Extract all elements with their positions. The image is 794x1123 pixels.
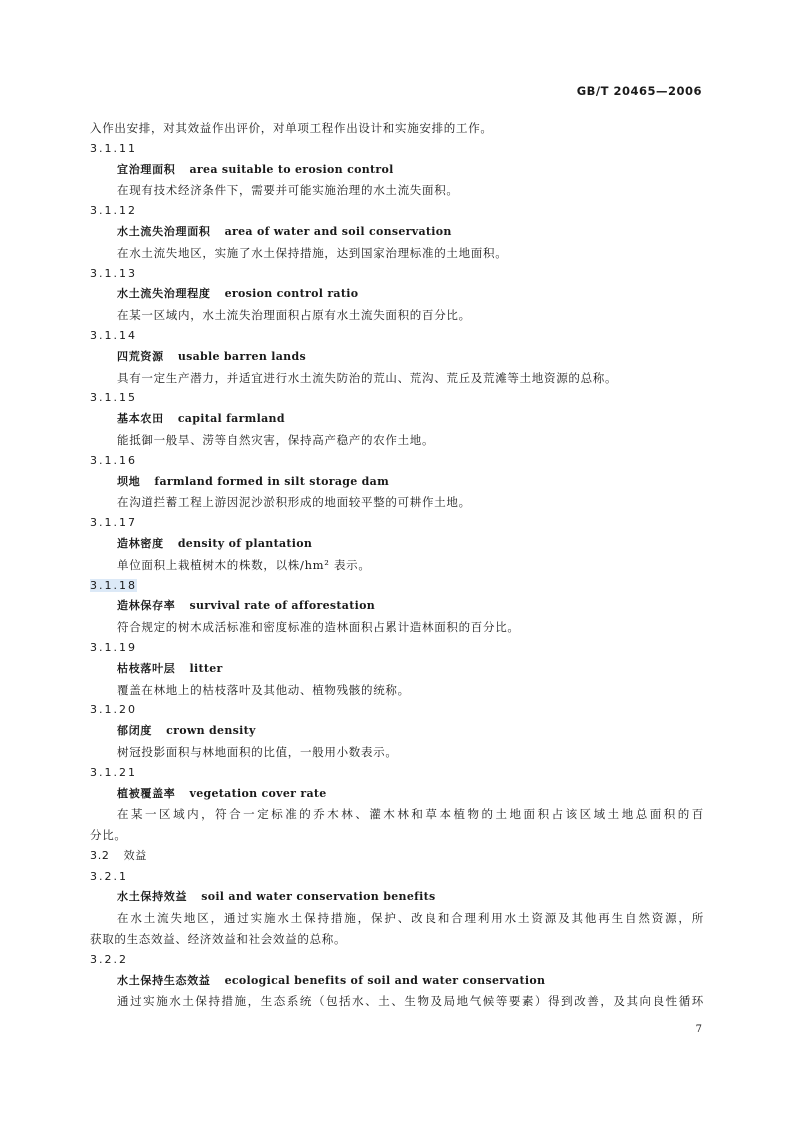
- term-en: ecological benefits of soil and water conservation: [224, 973, 546, 987]
- clause-number: 3.1.13: [90, 266, 137, 280]
- term: [90, 784, 704, 805]
- term: [90, 284, 704, 305]
- term-en: capital farmland: [177, 412, 285, 426]
- clause-number: [90, 576, 704, 597]
- clause-number: 3.1.11: [90, 141, 137, 155]
- term-cn: 基本农田: [117, 412, 164, 426]
- term-cn: 植被覆盖率: [117, 786, 176, 800]
- document-body: [90, 118, 704, 1012]
- definition: 在沟道拦蓄工程上游因泥沙淤积形成的地面较平整的可耕作土地。: [117, 495, 471, 510]
- highlighted-clause-number: 3.1.18: [90, 578, 137, 592]
- term-cn: 四荒资源: [117, 349, 164, 363]
- term-en: survival rate of afforestation: [189, 599, 376, 613]
- clause-number: 3.1.20: [90, 703, 137, 717]
- term-cn: 造林保存率: [117, 599, 176, 613]
- term: [90, 971, 704, 992]
- term-en: vegetation cover rate: [189, 786, 327, 800]
- page-number: 7: [695, 1024, 702, 1035]
- term: [90, 160, 704, 181]
- term-cn: 水土保持效益: [117, 890, 188, 904]
- section-heading: [90, 846, 704, 867]
- definition: 在某一区域内，符合一定标准的乔木林、灌木林和草本植物的土地面积占该区域土地总面积的百: [117, 807, 704, 822]
- term-en: litter: [189, 661, 223, 675]
- term: [90, 659, 704, 680]
- term: [90, 596, 704, 617]
- definition-continuation: 分比。: [90, 828, 127, 843]
- section-title: 效益: [123, 848, 147, 862]
- term-cn: 水土流失治理程度: [117, 287, 211, 301]
- definition: 单位面积上栽植树木的株数，以株/hm² 表示。: [117, 557, 371, 572]
- term-cn: 水土保持生态效益: [117, 973, 211, 987]
- term: [90, 534, 704, 555]
- clause-number: 3.1.19: [90, 640, 137, 654]
- term: [90, 887, 704, 908]
- term-cn: 造林密度: [117, 536, 164, 550]
- term: [90, 721, 704, 742]
- term-cn: 枯枝落叶层: [117, 661, 176, 675]
- term-en: usable barren lands: [177, 349, 306, 363]
- term: [90, 222, 704, 243]
- definition-continuation: 获取的生态效益、经济效益和社会效益的总称。: [90, 932, 347, 947]
- term: [90, 409, 704, 430]
- term: [90, 472, 704, 493]
- clause-number: 3.1.16: [90, 453, 137, 467]
- term-en: farmland formed in silt storage dam: [154, 474, 390, 488]
- term-cn: 宜治理面积: [117, 162, 176, 176]
- clause-number: 3.2.1: [90, 869, 128, 883]
- term-en: crown density: [166, 724, 256, 738]
- clause-number: 3.1.14: [90, 328, 137, 342]
- clause-number: 3.2.2: [90, 952, 128, 966]
- clause-number: 3.1.15: [90, 391, 137, 405]
- term-cn: 水土流失治理面积: [117, 224, 211, 238]
- clause-number: 3.1.21: [90, 765, 137, 779]
- definition: 符合规定的树木成活标准和密度标准的造林面积占累计造林面积的百分比。: [117, 620, 520, 635]
- term-en: erosion control ratio: [224, 287, 359, 301]
- continuation-text: 入作出安排，对其效益作出评价，对单项工程作出设计和实施安排的工作。: [90, 121, 493, 135]
- definition: 通过实施水土保持措施，生态系统（包括水、土、生物及局地气候等要素）得到改善，及其向良性循环: [117, 994, 704, 1009]
- definition: 覆盖在林地上的枯枝落叶及其他动、植物残骸的统称。: [117, 682, 410, 697]
- term-en: area of water and soil conservation: [224, 224, 452, 238]
- section-number: 3.2: [90, 848, 110, 862]
- term-cn: 坝地: [117, 474, 141, 488]
- term-en: area suitable to erosion control: [189, 162, 394, 176]
- clause-number: 3.1.12: [90, 204, 137, 218]
- definition: 具有一定生产潜力，并适宜进行水土流失防治的荒山、荒沟、荒丘及荒滩等土地资源的总称。: [117, 370, 618, 385]
- definition: 在水土流失地区，通过实施水土保持措施，保护、改良和合理利用水土资源及其他再生自然资源，所: [117, 911, 704, 926]
- definition: 在现有技术经济条件下，需要并可能实施治理的水土流失面积。: [117, 183, 459, 198]
- term: [90, 347, 704, 368]
- definition: 在某一区域内，水土流失治理面积占原有水土流失面积的百分比。: [117, 308, 471, 323]
- definition: 能抵御一般旱、涝等自然灾害，保持高产稳产的农作土地。: [117, 432, 435, 447]
- clause-number: 3.1.17: [90, 516, 137, 530]
- term-cn: 郁闭度: [117, 724, 153, 738]
- term-en: soil and water conservation benefits: [201, 890, 436, 904]
- definition: 树冠投影面积与林地面积的比值，一般用小数表示。: [117, 744, 398, 759]
- definition: 在水土流失地区，实施了水土保持措施，达到国家治理标准的土地面积。: [117, 245, 508, 260]
- term-en: density of plantation: [177, 536, 313, 550]
- standard-code: GB/T 20465—2006: [576, 84, 702, 98]
